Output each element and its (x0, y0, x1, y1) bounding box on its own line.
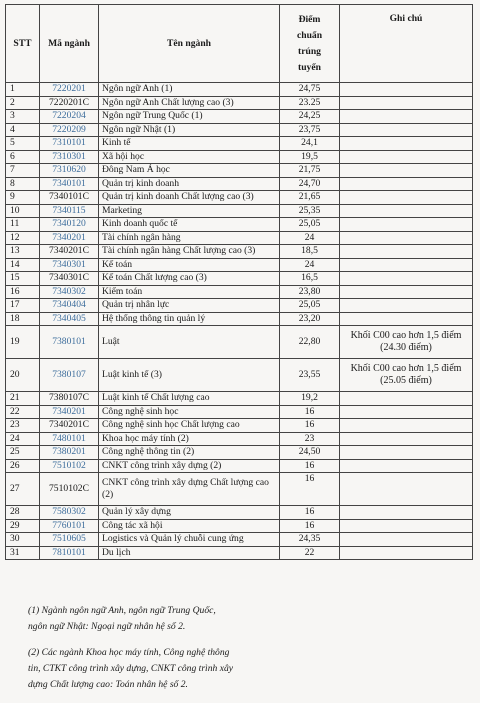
cell-stt: 1 (6, 83, 40, 97)
cell-note (340, 204, 473, 218)
header-score-line: Điểm (298, 13, 321, 25)
cell-note (340, 96, 473, 110)
cell-code: 7340301 (40, 258, 99, 272)
cell-stt: 23 (6, 419, 40, 433)
cell-name: CNKT công trình xây dựng Chất lượng cao (2) (99, 473, 280, 506)
cell-score: 24,75 (280, 83, 340, 97)
cell-name: Tài chính ngân hàng Chất lượng cao (3) (99, 245, 280, 259)
cell-name: Quản trị kinh doanh Chất lượng cao (3) (99, 191, 280, 205)
cell-stt: 26 (6, 459, 40, 473)
table-row (6, 533, 473, 547)
cell-score: 24 (280, 231, 340, 245)
cell-code: 7380201 (40, 446, 99, 460)
footnote-line: dựng Chất lượng cao: Toán nhân hệ số 2. (28, 679, 188, 690)
cell-code: 7760101 (40, 519, 99, 533)
table-row (6, 110, 473, 124)
cell-code: 7340101C (40, 191, 99, 205)
cell-name: Quản trị nhân lực (99, 299, 280, 313)
cell-code: 7310301 (40, 150, 99, 164)
cell-name: Ngôn ngữ Anh (1) (99, 83, 280, 97)
cell-name: Luật kinh tế (3) (99, 359, 280, 392)
cell-code: 7340201 (40, 405, 99, 419)
cell-note (340, 191, 473, 205)
footnote-2 (28, 645, 458, 693)
table-row (6, 218, 473, 232)
cell-note (340, 137, 473, 151)
table-row (6, 299, 473, 313)
table-row (6, 272, 473, 286)
table-row (6, 312, 473, 326)
cell-code: 7480101 (40, 432, 99, 446)
table-row (6, 245, 473, 259)
cell-code: 7340405 (40, 312, 99, 326)
table-row (6, 204, 473, 218)
cell-code: 7340201 (40, 231, 99, 245)
cell-code: 7340201C (40, 419, 99, 433)
cell-name: Công nghệ sinh học Chất lượng cao (99, 419, 280, 433)
cell-code: 7580302 (40, 506, 99, 520)
cell-note: Khối C00 cao hơn 1,5 điểm (25.05 điểm) (340, 359, 473, 392)
cell-name: Kiểm toán (99, 285, 280, 299)
cell-code: 7340115 (40, 204, 99, 218)
cell-stt: 6 (6, 150, 40, 164)
table-header-row (6, 5, 473, 83)
cell-stt: 10 (6, 204, 40, 218)
table-row (6, 123, 473, 137)
cell-score: 16,5 (280, 272, 340, 286)
cell-score: 24,50 (280, 446, 340, 460)
cell-note (340, 405, 473, 419)
cell-note (340, 432, 473, 446)
cell-note (340, 285, 473, 299)
header-note: Ghi chú (340, 5, 473, 83)
cell-code: 7340302 (40, 285, 99, 299)
cell-name: Kinh doanh quốc tế (99, 218, 280, 232)
table-row (6, 150, 473, 164)
cell-score: 24,1 (280, 137, 340, 151)
cell-note (340, 419, 473, 433)
table-row (6, 177, 473, 191)
cell-note (340, 506, 473, 520)
cell-score: 24 (280, 258, 340, 272)
cell-score: 21,65 (280, 191, 340, 205)
cell-score: 24,25 (280, 110, 340, 124)
header-score-line: trúng (298, 45, 321, 57)
cell-name: Ngôn ngữ Trung Quốc (1) (99, 110, 280, 124)
table-row (6, 137, 473, 151)
cell-note (340, 164, 473, 178)
cell-note (340, 123, 473, 137)
cell-note: Khối C00 cao hơn 1,5 điểm (24.30 điểm) (340, 326, 473, 359)
table-row (6, 258, 473, 272)
table-row (6, 191, 473, 205)
cell-stt: 4 (6, 123, 40, 137)
cell-note (340, 272, 473, 286)
cell-stt: 7 (6, 164, 40, 178)
cell-note (340, 546, 473, 560)
cell-score: 24,35 (280, 533, 340, 547)
cell-score: 16 (280, 506, 340, 520)
cell-stt: 17 (6, 299, 40, 313)
table-row (6, 83, 473, 97)
cell-stt: 31 (6, 546, 40, 560)
cell-code: 7220204 (40, 110, 99, 124)
cell-score: 23,55 (280, 359, 340, 392)
table-row (6, 164, 473, 178)
cell-note (340, 299, 473, 313)
table-row (6, 519, 473, 533)
cell-note (340, 392, 473, 406)
cell-name: Đông Nam Á học (99, 164, 280, 178)
cell-score: 23.25 (280, 96, 340, 110)
cell-score: 25,05 (280, 299, 340, 313)
cell-note (340, 110, 473, 124)
cell-name: Quản lý xây dựng (99, 506, 280, 520)
header-stt: STT (6, 5, 40, 83)
cell-stt: 18 (6, 312, 40, 326)
cell-name: Công tác xã hội (99, 519, 280, 533)
cell-note (340, 473, 473, 506)
cell-note (340, 459, 473, 473)
cell-name: Kế toán Chất lượng cao (3) (99, 272, 280, 286)
header-score (280, 5, 340, 83)
cell-name: Marketing (99, 204, 280, 218)
admission-score-table (5, 4, 473, 560)
cell-stt: 24 (6, 432, 40, 446)
cell-note (340, 312, 473, 326)
table-row (6, 96, 473, 110)
cell-code: 7380107 (40, 359, 99, 392)
cell-code: 7510605 (40, 533, 99, 547)
table-row (6, 459, 473, 473)
cell-note (340, 258, 473, 272)
cell-score: 23,20 (280, 312, 340, 326)
cell-score: 23,80 (280, 285, 340, 299)
table-row (6, 285, 473, 299)
table-row (6, 359, 473, 392)
table-row (6, 432, 473, 446)
cell-stt: 9 (6, 191, 40, 205)
cell-stt: 13 (6, 245, 40, 259)
cell-code: 7510102 (40, 459, 99, 473)
cell-stt: 14 (6, 258, 40, 272)
cell-name: Kinh tế (99, 137, 280, 151)
cell-note (340, 231, 473, 245)
cell-code: 7340404 (40, 299, 99, 313)
cell-score: 24,70 (280, 177, 340, 191)
header-code: Mã ngành (40, 5, 99, 83)
cell-stt: 21 (6, 392, 40, 406)
cell-code: 7220209 (40, 123, 99, 137)
table-row (6, 392, 473, 406)
cell-score: 16 (280, 419, 340, 433)
cell-code: 7380107C (40, 392, 99, 406)
cell-name: Ngôn ngữ Nhật (1) (99, 123, 280, 137)
cell-note (340, 533, 473, 547)
cell-score: 25,05 (280, 218, 340, 232)
cell-name: Hệ thống thông tin quản lý (99, 312, 280, 326)
cell-note (340, 83, 473, 97)
cell-note (340, 177, 473, 191)
cell-stt: 3 (6, 110, 40, 124)
cell-stt: 29 (6, 519, 40, 533)
cell-stt: 22 (6, 405, 40, 419)
table-row (6, 546, 473, 560)
table-row (6, 473, 473, 506)
table-row (6, 405, 473, 419)
cell-score: 16 (280, 459, 340, 473)
cell-score: 16 (280, 519, 340, 533)
cell-code: 7220201C (40, 96, 99, 110)
cell-stt: 27 (6, 473, 40, 506)
cell-code: 7380101 (40, 326, 99, 359)
header-score-line: tuyển (298, 61, 321, 73)
cell-stt: 19 (6, 326, 40, 359)
header-score-line: chuẩn (296, 29, 323, 41)
cell-score: 19,2 (280, 392, 340, 406)
cell-name: Tài chính ngân hàng (99, 231, 280, 245)
cell-name: CNKT công trình xây dựng (2) (99, 459, 280, 473)
cell-note (340, 245, 473, 259)
cell-name: Luật kinh tế Chất lượng cao (99, 392, 280, 406)
cell-stt: 16 (6, 285, 40, 299)
cell-score: 22,80 (280, 326, 340, 359)
cell-score: 19,5 (280, 150, 340, 164)
footnote-line: (1) Ngành ngôn ngữ Anh, ngôn ngữ Trung Quốc, (28, 605, 216, 616)
cell-stt: 20 (6, 359, 40, 392)
cell-stt: 25 (6, 446, 40, 460)
footnotes (28, 603, 458, 703)
cell-name: Khoa học máy tính (2) (99, 432, 280, 446)
cell-stt: 11 (6, 218, 40, 232)
table-row (6, 419, 473, 433)
cell-code: 7510102C (40, 473, 99, 506)
cell-stt: 8 (6, 177, 40, 191)
cell-note (340, 446, 473, 460)
cell-name: Công nghệ sinh học (99, 405, 280, 419)
cell-note (340, 519, 473, 533)
table-row (6, 446, 473, 460)
cell-code: 7310620 (40, 164, 99, 178)
cell-score: 16 (280, 405, 340, 419)
cell-code: 7220201 (40, 83, 99, 97)
cell-stt: 30 (6, 533, 40, 547)
cell-code: 7810101 (40, 546, 99, 560)
cell-name: Kế toán (99, 258, 280, 272)
cell-score: 23 (280, 432, 340, 446)
cell-note (340, 218, 473, 232)
cell-code: 7340101 (40, 177, 99, 191)
cell-stt: 2 (6, 96, 40, 110)
table-row (6, 326, 473, 359)
table-row (6, 231, 473, 245)
cell-score: 25,35 (280, 204, 340, 218)
cell-name: Xã hội học (99, 150, 280, 164)
cell-name: Công nghệ thông tin (2) (99, 446, 280, 460)
header-name: Tên ngành (99, 5, 280, 83)
cell-name: Du lịch (99, 546, 280, 560)
cell-stt: 12 (6, 231, 40, 245)
cell-stt: 5 (6, 137, 40, 151)
footnote-1 (28, 603, 458, 635)
cell-code: 7310101 (40, 137, 99, 151)
cell-stt: 15 (6, 272, 40, 286)
table-row (6, 506, 473, 520)
cell-score: 16 (280, 473, 340, 506)
cell-name: Luật (99, 326, 280, 359)
footnote-line: (2) Các ngành Khoa học máy tính, Công nghệ thông (28, 647, 230, 658)
cell-score: 21,75 (280, 164, 340, 178)
cell-name: Ngôn ngữ Anh Chất lượng cao (3) (99, 96, 280, 110)
cell-name: Logistics và Quản lý chuỗi cung ứng (99, 533, 280, 547)
cell-score: 22 (280, 546, 340, 560)
cell-code: 7340201C (40, 245, 99, 259)
cell-name: Quản trị kinh doanh (99, 177, 280, 191)
cell-stt: 28 (6, 506, 40, 520)
cell-code: 7340301C (40, 272, 99, 286)
cell-code: 7340120 (40, 218, 99, 232)
footnote-line: ngôn ngữ Nhật: Ngoại ngữ nhân hệ số 2. (28, 621, 186, 632)
cell-score: 23,75 (280, 123, 340, 137)
footnote-line: tin, CTKT công trình xây dựng, CNKT công trình xây (28, 663, 234, 674)
cell-note (340, 150, 473, 164)
cell-score: 18,5 (280, 245, 340, 259)
